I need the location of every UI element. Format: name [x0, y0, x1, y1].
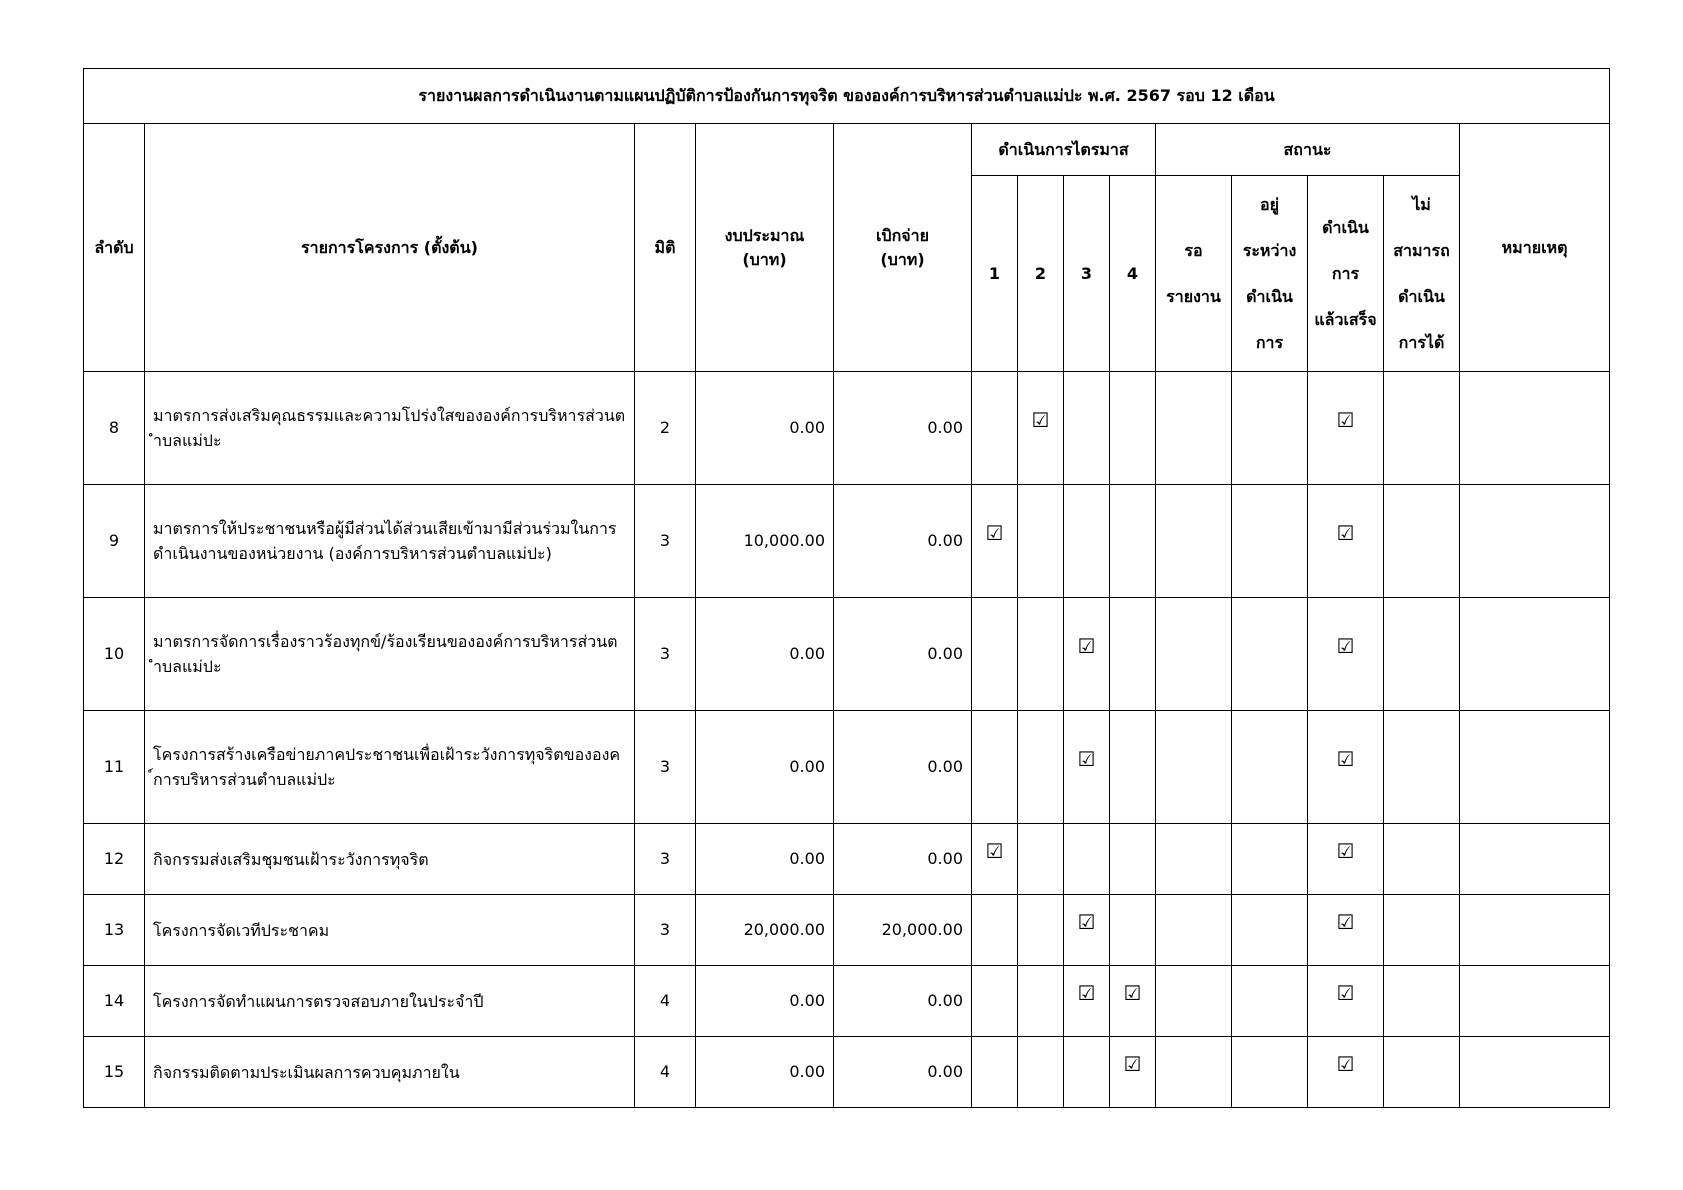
row-number: 11 — [84, 711, 145, 824]
status-unable-cell — [1384, 598, 1460, 711]
header-disbursed — [834, 124, 972, 372]
quarter-2-cell — [1018, 598, 1064, 711]
checkbox-checked-icon: ☑ — [1123, 981, 1142, 1005]
dimension-value: 3 — [635, 711, 696, 824]
status-unable-cell — [1384, 824, 1460, 895]
report-table — [83, 68, 1610, 1108]
disbursed-value: 0.00 — [834, 372, 972, 485]
status-waiting-cell — [1156, 895, 1232, 966]
quarter-2-cell — [1018, 711, 1064, 824]
project-name-line: กิจกรรมติดตามประเมินผลการควบคุมภายใน — [153, 1062, 460, 1082]
dimension-value: 3 — [635, 485, 696, 598]
quarter-4-cell — [1110, 598, 1156, 711]
disbursed-value: 0.00 — [834, 824, 972, 895]
project-name — [145, 895, 635, 966]
quarter-1-cell — [972, 824, 1018, 895]
project-name-line: โครงการสร้างเครือข่ายภาคประชาชนเพื่อเฝ้าระวังการทุจริตขององค — [153, 745, 621, 764]
quarter-4-cell — [1110, 372, 1156, 485]
table-header — [84, 69, 1610, 372]
checkbox-checked-icon: ☑ — [1077, 910, 1096, 934]
dimension-value: 3 — [635, 598, 696, 711]
table-row — [84, 824, 1610, 895]
remark-cell — [1460, 966, 1610, 1037]
header-quarter-3: 3 — [1064, 176, 1110, 372]
row-number: 13 — [84, 895, 145, 966]
status-in-progress-cell — [1232, 895, 1308, 966]
header-project: รายการโครงการ (ตั้งต้น) — [145, 124, 635, 372]
quarter-3-cell — [1064, 598, 1110, 711]
status-completed-cell — [1308, 711, 1384, 824]
table-row — [84, 1037, 1610, 1108]
checkbox-checked-icon: ☑ — [1336, 1052, 1355, 1076]
header-status-completed — [1308, 176, 1384, 372]
disbursed-value: 0.00 — [834, 966, 972, 1037]
quarter-1-cell — [972, 1037, 1018, 1108]
header-budget — [696, 124, 834, 372]
dimension-value: 3 — [635, 895, 696, 966]
quarter-2-cell — [1018, 895, 1064, 966]
project-name-line: โครงการจัดทำแผนการตรวจสอบภายในประจำปี — [153, 991, 484, 1011]
checkbox-checked-icon: ☑ — [1077, 634, 1096, 658]
status-inprogress-line2: ระหว่าง — [1242, 240, 1297, 260]
disbursed-value: 0.00 — [834, 1037, 972, 1108]
status-waiting-cell — [1156, 824, 1232, 895]
project-name-line: มาตรการจัดการเรื่องราวร้องทุกข์/ร้องเรียนขององค์การบริหารส่วนต — [153, 632, 618, 651]
checkbox-checked-icon: ☑ — [1123, 1052, 1142, 1076]
status-unable-line3: ดำเนิน — [1398, 286, 1445, 306]
header-status-group: สถานะ — [1156, 124, 1460, 176]
quarter-2-cell — [1018, 1037, 1064, 1108]
quarter-3-cell — [1064, 895, 1110, 966]
status-unable-line4: การได้ — [1398, 332, 1445, 352]
status-unable-cell — [1384, 711, 1460, 824]
status-completed-cell — [1308, 372, 1384, 485]
budget-value: 0.00 — [696, 711, 834, 824]
table-row — [84, 372, 1610, 485]
header-quarter-4: 4 — [1110, 176, 1156, 372]
dimension-value: 4 — [635, 966, 696, 1037]
row-number: 10 — [84, 598, 145, 711]
status-waiting-cell — [1156, 711, 1232, 824]
disbursed-value: 0.00 — [834, 485, 972, 598]
status-waiting-cell — [1156, 1037, 1232, 1108]
budget-value: 0.00 — [696, 1037, 834, 1108]
checkbox-checked-icon: ☑ — [1336, 981, 1355, 1005]
remark-cell — [1460, 485, 1610, 598]
status-in-progress-cell — [1232, 966, 1308, 1037]
status-unable-cell — [1384, 895, 1460, 966]
header-status-unable — [1384, 176, 1460, 372]
project-name — [145, 824, 635, 895]
quarter-2-cell — [1018, 824, 1064, 895]
project-name — [145, 372, 635, 485]
quarter-4-cell — [1110, 824, 1156, 895]
status-in-progress-cell — [1232, 711, 1308, 824]
status-unable-cell — [1384, 1037, 1460, 1108]
checkbox-checked-icon: ☑ — [1336, 634, 1355, 658]
header-quarter-group: ดำเนินการไตรมาส — [972, 124, 1156, 176]
header-disbursed-line1: เบิกจ่าย — [875, 225, 930, 245]
status-completed-cell — [1308, 966, 1384, 1037]
quarter-1-cell — [972, 598, 1018, 711]
header-quarter-2: 2 — [1018, 176, 1064, 372]
status-completed-cell — [1308, 598, 1384, 711]
status-completed-cell — [1308, 895, 1384, 966]
project-name-line: ำบลแม่ปะ — [153, 431, 222, 450]
project-name — [145, 711, 635, 824]
checkbox-checked-icon: ☑ — [985, 839, 1004, 863]
project-name — [145, 966, 635, 1037]
row-number: 15 — [84, 1037, 145, 1108]
status-unable-cell — [1384, 485, 1460, 598]
checkbox-checked-icon: ☑ — [985, 521, 1004, 545]
quarter-4-cell — [1110, 895, 1156, 966]
row-number: 8 — [84, 372, 145, 485]
disbursed-value: 0.00 — [834, 711, 972, 824]
header-budget-line1: งบประมาณ — [724, 225, 805, 245]
quarter-1-cell — [972, 966, 1018, 1037]
quarter-3-cell — [1064, 372, 1110, 485]
quarter-4-cell — [1110, 966, 1156, 1037]
budget-value: 0.00 — [696, 966, 834, 1037]
checkbox-checked-icon: ☑ — [1031, 408, 1050, 432]
status-in-progress-cell — [1232, 485, 1308, 598]
status-completed-cell — [1308, 485, 1384, 598]
status-inprogress-line3: ดำเนิน — [1246, 286, 1293, 306]
header-budget-line2: (บาท) — [742, 249, 787, 269]
status-completed-line3: แล้วเสร็จ — [1314, 309, 1377, 329]
header-quarter-1: 1 — [972, 176, 1018, 372]
remark-cell — [1460, 895, 1610, 966]
quarter-2-cell — [1018, 966, 1064, 1037]
dimension-value: 3 — [635, 824, 696, 895]
header-order: ลำดับ — [84, 124, 145, 372]
header-status-waiting — [1156, 176, 1232, 372]
quarter-3-cell — [1064, 485, 1110, 598]
quarter-3-cell — [1064, 966, 1110, 1037]
status-inprogress-line1: อยู่ — [1260, 194, 1279, 214]
budget-value: 0.00 — [696, 598, 834, 711]
project-name-line: ำบลแม่ปะ — [153, 657, 222, 676]
status-completed-line1: ดำเนิน — [1322, 217, 1369, 237]
header-dimension: มิติ — [635, 124, 696, 372]
remark-cell — [1460, 711, 1610, 824]
project-name-line: โครงการจัดเวทีประชาคม — [153, 920, 330, 940]
status-waiting-cell — [1156, 966, 1232, 1037]
quarter-2-cell — [1018, 372, 1064, 485]
status-waiting-cell — [1156, 598, 1232, 711]
dimension-value: 4 — [635, 1037, 696, 1108]
checkbox-checked-icon: ☑ — [1077, 747, 1096, 771]
table-row — [84, 895, 1610, 966]
header-status-in-progress — [1232, 176, 1308, 372]
project-name-line: กิจกรรมส่งเสริมชุมชนเฝ้าระวังการทุจริต — [153, 849, 429, 869]
status-unable-line1: ไม่ — [1412, 194, 1431, 214]
checkbox-checked-icon: ☑ — [1336, 521, 1355, 545]
row-number: 9 — [84, 485, 145, 598]
remark-cell — [1460, 372, 1610, 485]
budget-value: 0.00 — [696, 824, 834, 895]
status-waiting-line2: รายงาน — [1166, 286, 1221, 306]
checkbox-checked-icon: ☑ — [1336, 839, 1355, 863]
budget-value: 20,000.00 — [696, 895, 834, 966]
status-waiting-cell — [1156, 485, 1232, 598]
status-waiting-cell — [1156, 372, 1232, 485]
status-in-progress-cell — [1232, 824, 1308, 895]
remark-cell — [1460, 598, 1610, 711]
checkbox-checked-icon: ☑ — [1077, 981, 1096, 1005]
table-body — [84, 372, 1610, 1108]
dimension-value: 2 — [635, 372, 696, 485]
quarter-1-cell — [972, 485, 1018, 598]
quarter-4-cell — [1110, 711, 1156, 824]
header-disbursed-line2: (บาท) — [880, 249, 925, 269]
quarter-1-cell — [972, 895, 1018, 966]
quarter-3-cell — [1064, 711, 1110, 824]
project-name-line: ดำเนินงานของหน่วยงาน (องค์การบริหารส่วนตำบลแม่ปะ) — [153, 544, 552, 563]
quarter-1-cell — [972, 372, 1018, 485]
status-in-progress-cell — [1232, 598, 1308, 711]
remark-cell — [1460, 824, 1610, 895]
header-remark: หมายเหตุ — [1460, 124, 1610, 372]
status-unable-line2: สามารถ — [1393, 240, 1450, 260]
row-number: 14 — [84, 966, 145, 1037]
disbursed-value: 20,000.00 — [834, 895, 972, 966]
quarter-3-cell — [1064, 1037, 1110, 1108]
project-name — [145, 598, 635, 711]
project-name-line: ์การบริหารส่วนตำบลแม่ปะ — [153, 770, 336, 789]
table-row — [84, 711, 1610, 824]
checkbox-checked-icon: ☑ — [1336, 747, 1355, 771]
quarter-1-cell — [972, 711, 1018, 824]
project-name — [145, 485, 635, 598]
budget-value: 0.00 — [696, 372, 834, 485]
status-unable-cell — [1384, 372, 1460, 485]
remark-cell — [1460, 1037, 1610, 1108]
project-name-line: มาตรการส่งเสริมคุณธรรมและความโปร่งใสขององค์การบริหารส่วนต — [153, 406, 626, 425]
row-number: 12 — [84, 824, 145, 895]
report-title: รายงานผลการดำเนินงานตามแผนปฏิบัติการป้องกันการทุจริต ขององค์การบริหารส่วนตำบลแม่ปะ พ.ศ. 2567 รอบ 12 เดือน — [84, 69, 1610, 124]
status-in-progress-cell — [1232, 1037, 1308, 1108]
status-completed-line2: การ — [1331, 263, 1360, 283]
disbursed-value: 0.00 — [834, 598, 972, 711]
status-completed-cell — [1308, 824, 1384, 895]
status-unable-cell — [1384, 966, 1460, 1037]
status-in-progress-cell — [1232, 372, 1308, 485]
quarter-4-cell — [1110, 485, 1156, 598]
checkbox-checked-icon: ☑ — [1336, 910, 1355, 934]
table-row — [84, 485, 1610, 598]
status-inprogress-line4: การ — [1255, 332, 1284, 352]
status-completed-cell — [1308, 1037, 1384, 1108]
project-name-line: มาตรการให้ประชาชนหรือผู้มีส่วนได้ส่วนเสียเข้ามามีส่วนร่วมในการ — [153, 519, 617, 538]
table-row — [84, 966, 1610, 1037]
checkbox-checked-icon: ☑ — [1336, 408, 1355, 432]
budget-value: 10,000.00 — [696, 485, 834, 598]
status-waiting-line1: รอ — [1184, 240, 1203, 260]
quarter-3-cell — [1064, 824, 1110, 895]
table-row — [84, 598, 1610, 711]
quarter-4-cell — [1110, 1037, 1156, 1108]
quarter-2-cell — [1018, 485, 1064, 598]
project-name — [145, 1037, 635, 1108]
